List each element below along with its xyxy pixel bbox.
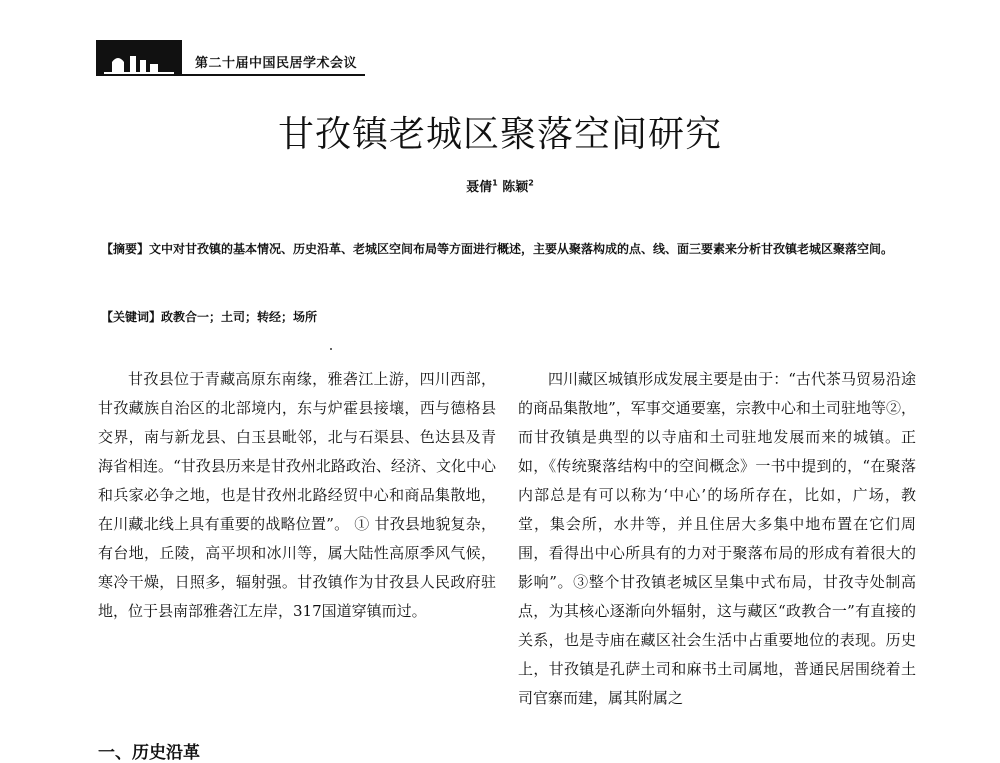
abstract: 【摘要】文中对甘孜镇的基本情况、历史沿革、老城区空间布局等方面进行概述，主要从聚落构成的点、线、面三要素来分析甘孜镇老城区聚落空间。: [101, 242, 894, 256]
conference-title: 第二十届中国民居学术会议: [195, 56, 358, 71]
keywords: 【关键词】政教合一；土司；转经；场所: [101, 310, 318, 324]
header-rule: [182, 74, 365, 76]
body-paragraph-left: 甘孜县位于青藏高原东南缘，雅砻江上游，四川西部，甘孜藏族自治区的北部境内，东与炉霍县接壤，西与德格县交界，南与新龙县、白玉县毗邻，北与石渠县、色达县及青海省相连。“甘孜县历来是甘孜州北路政治、经济、文化中心和兵家必争之地，也是甘孜州北路经贸中心和商品集散地，在川藏北线上具有重要的战略位置”。 ① 甘孜县地貌复杂，有台地，丘陵，高平坝和冰川等，属大陆性高原季风气候，寒冷干燥，日照多，辐射强。甘孜镇作为甘孜县人民政府驻地，位于县南部雅砻江左岸，317国道穿镇而过。: [98, 370, 496, 620]
body-paragraph-right: 四川藏区城镇形成发展主要是由于：“古代茶马贸易沿途的商品集散地”，军事交通要塞，宗教中心和土司驻地等②，而甘孜镇是典型的以寺庙和土司驻地发展而来的城镇。正如，《传统聚落结构中的空间概念》一书中提到的，“在聚落内部总是有可以称为‘中心’的场所存在，比如，广场，教堂，集会所，水井等，并且住居大多集中地布置在它们周围，看得出中心所具有的力对于聚落布局的形成有着很大的影响”。③整个甘孜镇老城区呈集中式布局，甘孜寺处制高点，为其核心逐渐向外辐射，这与藏区“政教合一”有直接的关系，也是寺庙在藏区社会生活中占重要地位的表现。历史上，甘孜镇是孔萨土司和麻书土司属地，普通民居围绕着土司官寨而建，属其附属之: [518, 370, 916, 707]
building-silhouette-icon: [96, 40, 182, 76]
author-2-mark: 2: [528, 178, 534, 188]
right-column: [518, 365, 916, 713]
paper-title: 甘孜镇老城区聚落空间研究: [277, 114, 722, 155]
section-heading: 一、历史沿革: [98, 743, 200, 763]
stray-mark: [330, 348, 332, 350]
author-1-mark: 1: [492, 178, 498, 188]
authors: [0, 176, 1000, 195]
author-1: 聂倩: [466, 180, 493, 195]
conference-logo: [96, 40, 182, 76]
left-column: [98, 365, 496, 626]
author-2: 陈颖: [502, 180, 529, 195]
